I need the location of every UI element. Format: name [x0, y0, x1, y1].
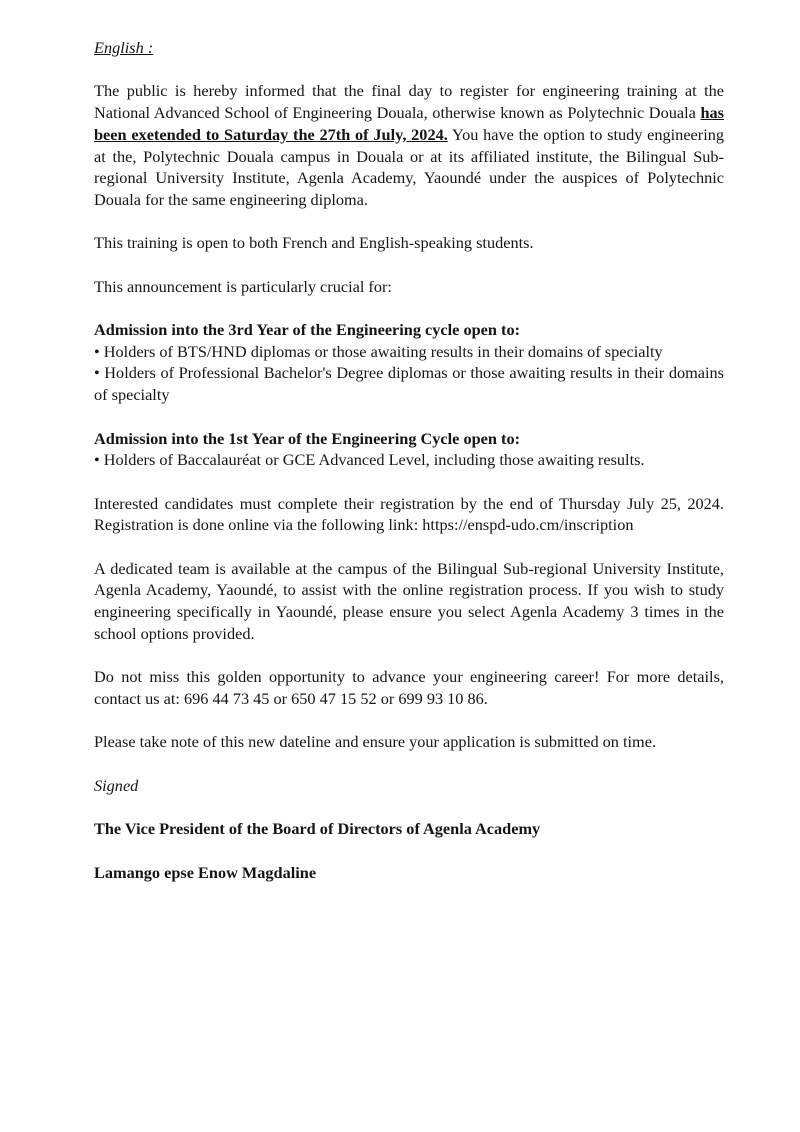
deadline-highlight: has been exetended to Saturday the 27th of July, 2024.: [94, 103, 724, 144]
language-heading: [94, 37, 724, 59]
signatory-name: Lamango epse Enow Magdaline: [94, 862, 317, 882]
support-team-paragraph: A dedicated team is available at the campus of the Bilingual Sub-regional University Institute, Agenla Academy, Yaoundé, to assist with the online registration process. If you wish to study engineering specifically in Yaoundé, please ensure you select Agenla Academy 3 times in the school options provided.: [94, 558, 724, 643]
intro-text-after: You have the option to study engineering at the, Polytechnic Douala campus in Douala or at its affiliated institute, the Bilingual Sub-regional University Institute, Agenla Academy, Yaoundé under the auspices of Polytechnic Douala for the same engineering diploma.: [94, 124, 725, 209]
announcement-lead-paragraph: This announcement is particularly crucial for:: [94, 276, 392, 296]
deadline-note-paragraph: Please take note of this new dateline and ensure your application is submitted on time.: [94, 732, 657, 752]
admission-1st-year-section: [94, 428, 724, 471]
contact-paragraph: Do not miss this golden opportunity to advance your engineering career! For more details, contact us at: 696 44 73 45 or 650 47 15 52 or 699 93 10 86.: [94, 667, 724, 708]
bullet-item: • Holders of BTS/HND diplomas or those awaiting results in their domains of specialty: [94, 341, 663, 361]
signatory-title: The Vice President of the Board of Directors of Agenla Academy: [94, 819, 541, 839]
bullet-item: • Holders of Baccalauréat or GCE Advanced Level, including those awaiting results.: [94, 450, 645, 470]
admission-1st-year-heading: Admission into the 1st Year of the Engineering Cycle open to:: [94, 428, 521, 448]
intro-paragraph: [94, 80, 724, 210]
intro-text-before: The public is hereby informed that the final day to register for engineering training at the National Advanced School of Engineering Douala, otherwise known as Polytechnic Douala: [94, 81, 724, 123]
bullet-item: • Holders of Professional Bachelor's Degree diplomas or those awaiting results in their domains of specialty: [94, 363, 724, 405]
admission-3rd-year-section: [94, 319, 724, 406]
signed-label: Signed: [94, 775, 139, 795]
language-heading-text: English :: [94, 38, 154, 57]
registration-paragraph: Interested candidates must complete their registration by the end of Thursday July 25, 2024. Registration is done online via the following link: https://enspd-udo.cm/inscription: [94, 493, 724, 535]
admission-3rd-year-heading: Admission into the 3rd Year of the Engineering cycle open to:: [94, 320, 521, 340]
training-open-paragraph: This training is open to both French and English-speaking students.: [94, 233, 534, 253]
